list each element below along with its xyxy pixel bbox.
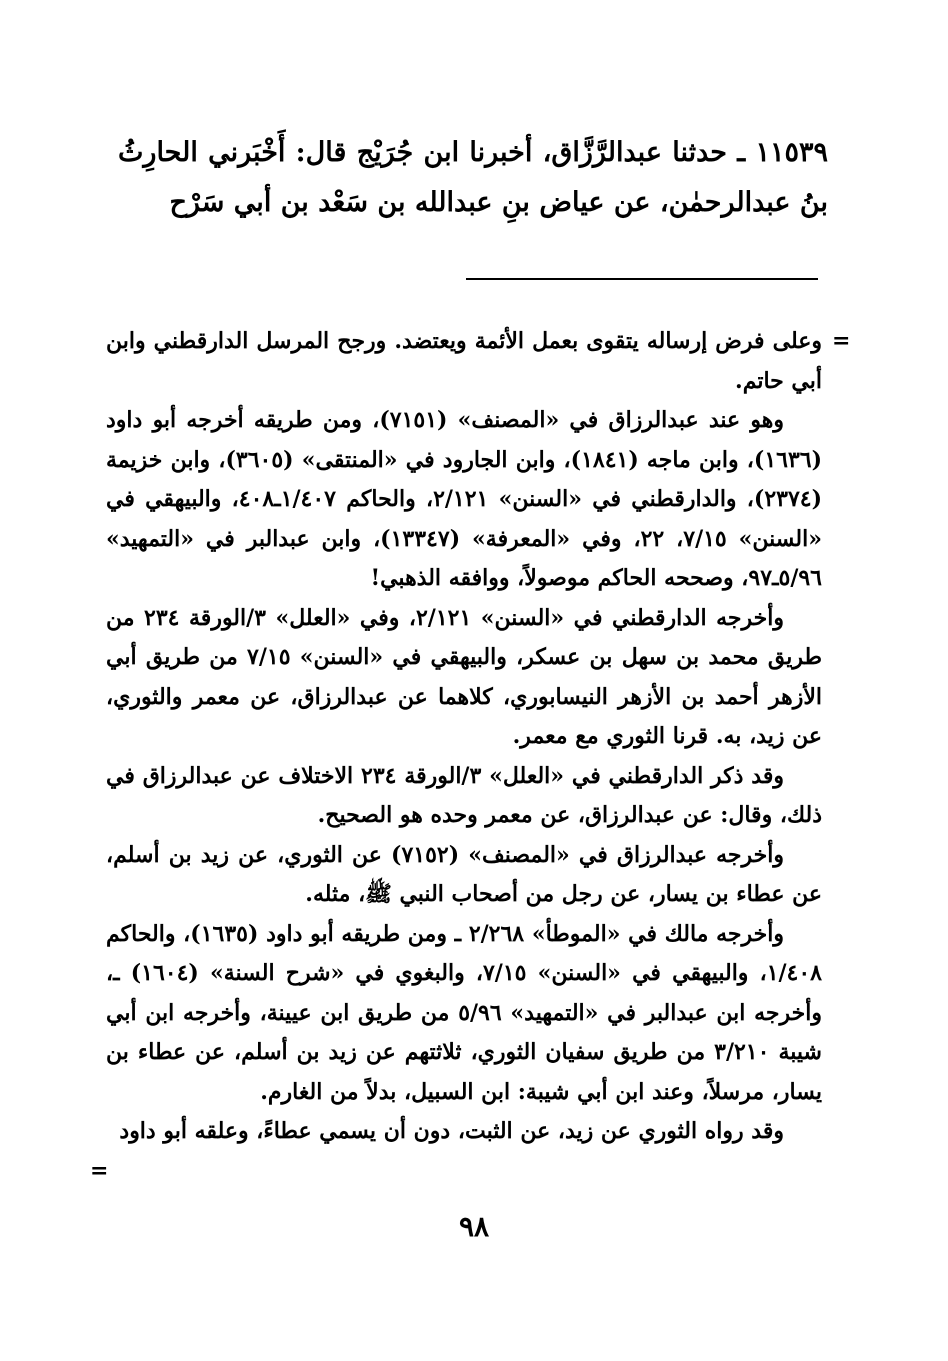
continuation-start-mark: = <box>832 328 851 354</box>
footnote-divider <box>466 278 818 280</box>
continuation-end-mark: = <box>90 1158 109 1184</box>
footnote-paragraph: وهو عند عبدالرزاق في «المصنف» (٧١٥١)، ومن طريقه أخرجه أبو داود (١٦٣٦)، وابن ماجه (١٨٤١)، وابن الجارود في «المنتقى» (٣٦٠٥)، وابن خزيمة (٢٣٧٤)، والدارقطني في «السنن» ٢/١٢١، والحاكم ١/٤٠٧ـ٤٠٨، والبيهقي في «السنن» ٧/١٥، ٢٢، وفي «المعرفة» (١٣٣٤٧)، وابن عبدالبر في «التمهيد» ٥/٩٦ـ٩٧، وصححه الحاكم موصولاً، ووافقه الذهبي! <box>106 407 823 591</box>
footnote-paragraph: وعلى فرض إرساله يتقوى بعمل الأئمة ويعتضد. ورجح المرسل الدارقطني وابن أبي حاتم. <box>106 328 822 394</box>
page-number: ٩٨ <box>458 1210 490 1243</box>
footnote-paragraph: وأخرجه مالك في «الموطأ» ٢/٢٦٨ ـ ومن طريقه أبو داود (١٦٣٥)، والحاكم ١/٤٠٨، والبيهقي في «السنن» ٧/١٥، والبغوي في «شرح السنة» (١٦٠٤) ـ، وأخرجه ابن عبدالبر في «التمهيد» ٥/٩٦ من طريق ابن عيينة، وأخرجه ابن أبي شيبة ٣/٢١٠ من طريق سفيان الثوري، ثلاثتهم عن زيد بن أسلم، عن عطاء بن يسار، مرسلاً، وعند ابن أبي شيبة: ابن السبيل، بدلاً من الغارم. <box>106 920 822 1105</box>
footnote-paragraph: وأخرجه الدارقطني في «السنن» ٢/١٢١، وفي «العلل» ٣/الورقة ٢٣٤ من طريق محمد بن سهل بن عسكر، والبيهقي في «السنن» ٧/١٥ من طريق أبي الأزهر أحمد بن الأزهر النيسابوري، كلاهما عن عبدالرزاق، عن معمر والثوري، عن زيد، به. قرنا الثوري مع معمر. <box>106 604 822 749</box>
footnote-paragraph: وقد ذكر الدارقطني في «العلل» ٣/الورقة ٢٣٤ الاختلاف عن عبدالرزاق في ذلك، وقال: عن عبدالرزاق، عن معمر وحده هو الصحيح. <box>106 762 822 828</box>
footnotes <box>106 322 822 1152</box>
hadith-text: ١١٥٣٩ ـ حدثنا عبدالرَّزَّاق، أخبرنا ابن جُرَيْج قال: أَخْبَرني الحارِثُ بنُ عبدالرحمٰن، عن عياض بنِ عبدالله بن سَعْد بن أبي سَرْح <box>118 137 828 218</box>
footnote-paragraph: وأخرجه عبدالرزاق في «المصنف» (٧١٥٢) عن الثوري، عن زيد بن أسلم، عن عطاء بن يسار، عن رجل من أصحاب النبي ﷺ، مثله. <box>106 841 822 907</box>
footnote-paragraph: وقد رواه الثوري عن زيد، عن الثبت، دون أن يسمي عطاءً، وعلقه أبو داود <box>119 1118 784 1144</box>
